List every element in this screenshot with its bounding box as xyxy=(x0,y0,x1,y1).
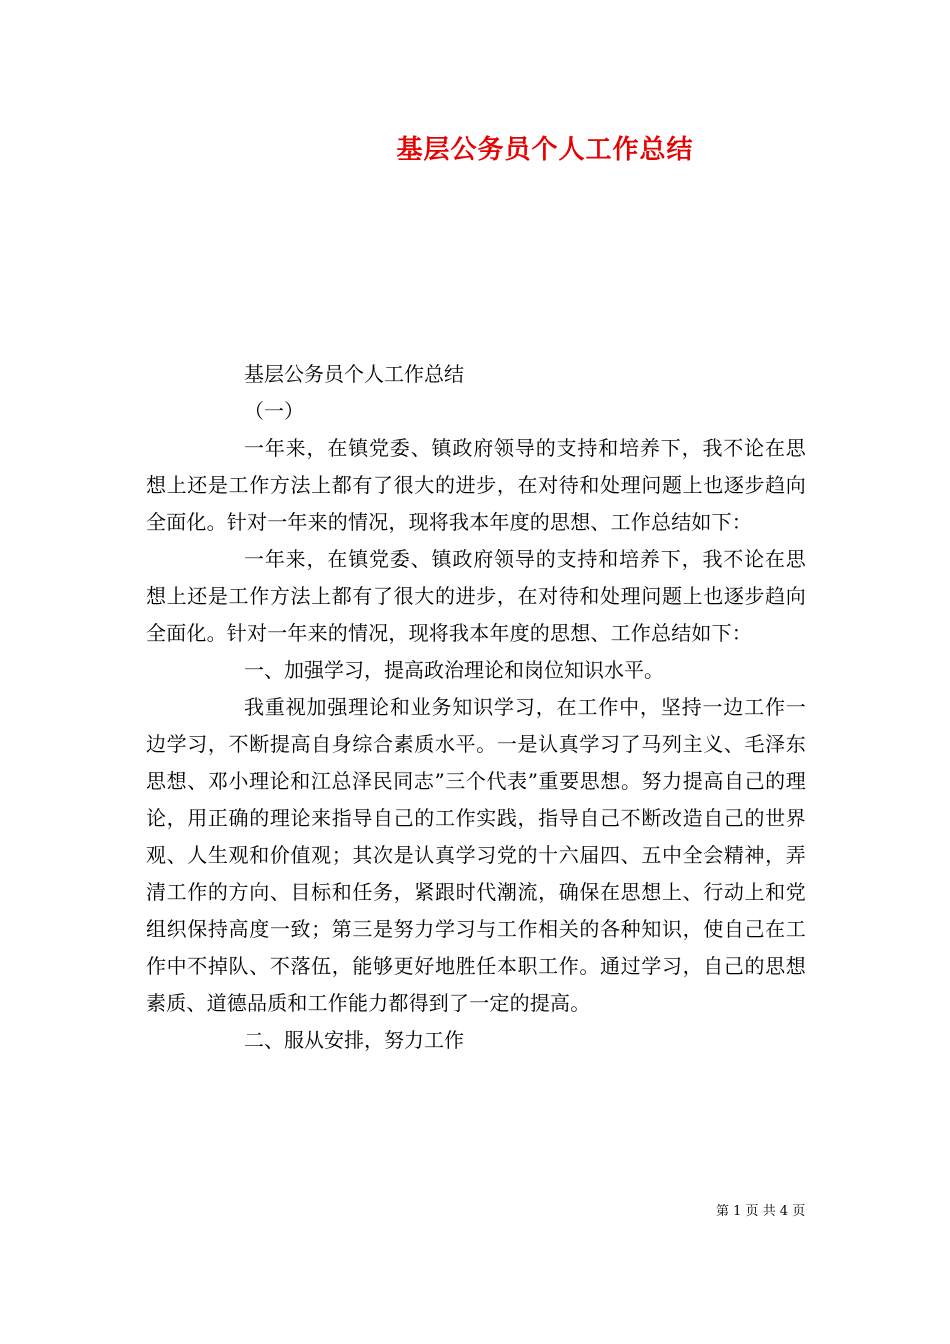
document-title: 基层公务员个人工作总结 xyxy=(396,135,694,165)
page-footer: 第 1 页 共 4 页 xyxy=(716,1204,806,1219)
heading-2: 二、服从安排，努力工作 xyxy=(244,1028,464,1052)
paragraph-1: 一年来，在镇党委、镇政府领导的支持和培养下，我不论在思想上还是工作方法上都有了很大的进步，在对待和处理问题上也逐步趋向全面化。针对一年来的情况，现将我本年度的思想、工作总结如下： xyxy=(146,436,806,534)
paragraph-2: 一年来，在镇党委、镇政府领导的支持和培养下，我不论在思想上还是工作方法上都有了很大的进步，在对待和处理问题上也逐步趋向全面化。针对一年来的情况，现将我本年度的思想、工作总结如下： xyxy=(146,547,806,645)
section-marker: （一） xyxy=(244,399,304,423)
heading-1: 一、加强学习，提高政治理论和岗位知识水平。 xyxy=(244,658,664,682)
document-body xyxy=(146,356,806,1059)
paragraph-3: 我重视加强理论和业务知识学习，在工作中，坚持一边工作一边学习，不断提高自身综合素质水平。一是认真学习了马列主义、毛泽东思想、邓小理论和江总泽民同志”三个代表”重要思想。努力提高自己的理论，用正确的理论来指导自己的工作实践，指导自己不断改造自己的世界观、人生观和价值观；其次是认真学习党的十六届四、五中全会精神，弄清工作的方向、目标和任务，紧跟时代潮流，确保在思想上、行动上和党组织保持高度一致；第三是努力学习与工作相关的各种知识，使自己在工作中不掉队、不落伍，能够更好地胜任本职工作。通过学习，自己的思想素质、道德品质和工作能力都得到了一定的提高。 xyxy=(146,695,806,1015)
document-subtitle: 基层公务员个人工作总结 xyxy=(244,362,464,386)
